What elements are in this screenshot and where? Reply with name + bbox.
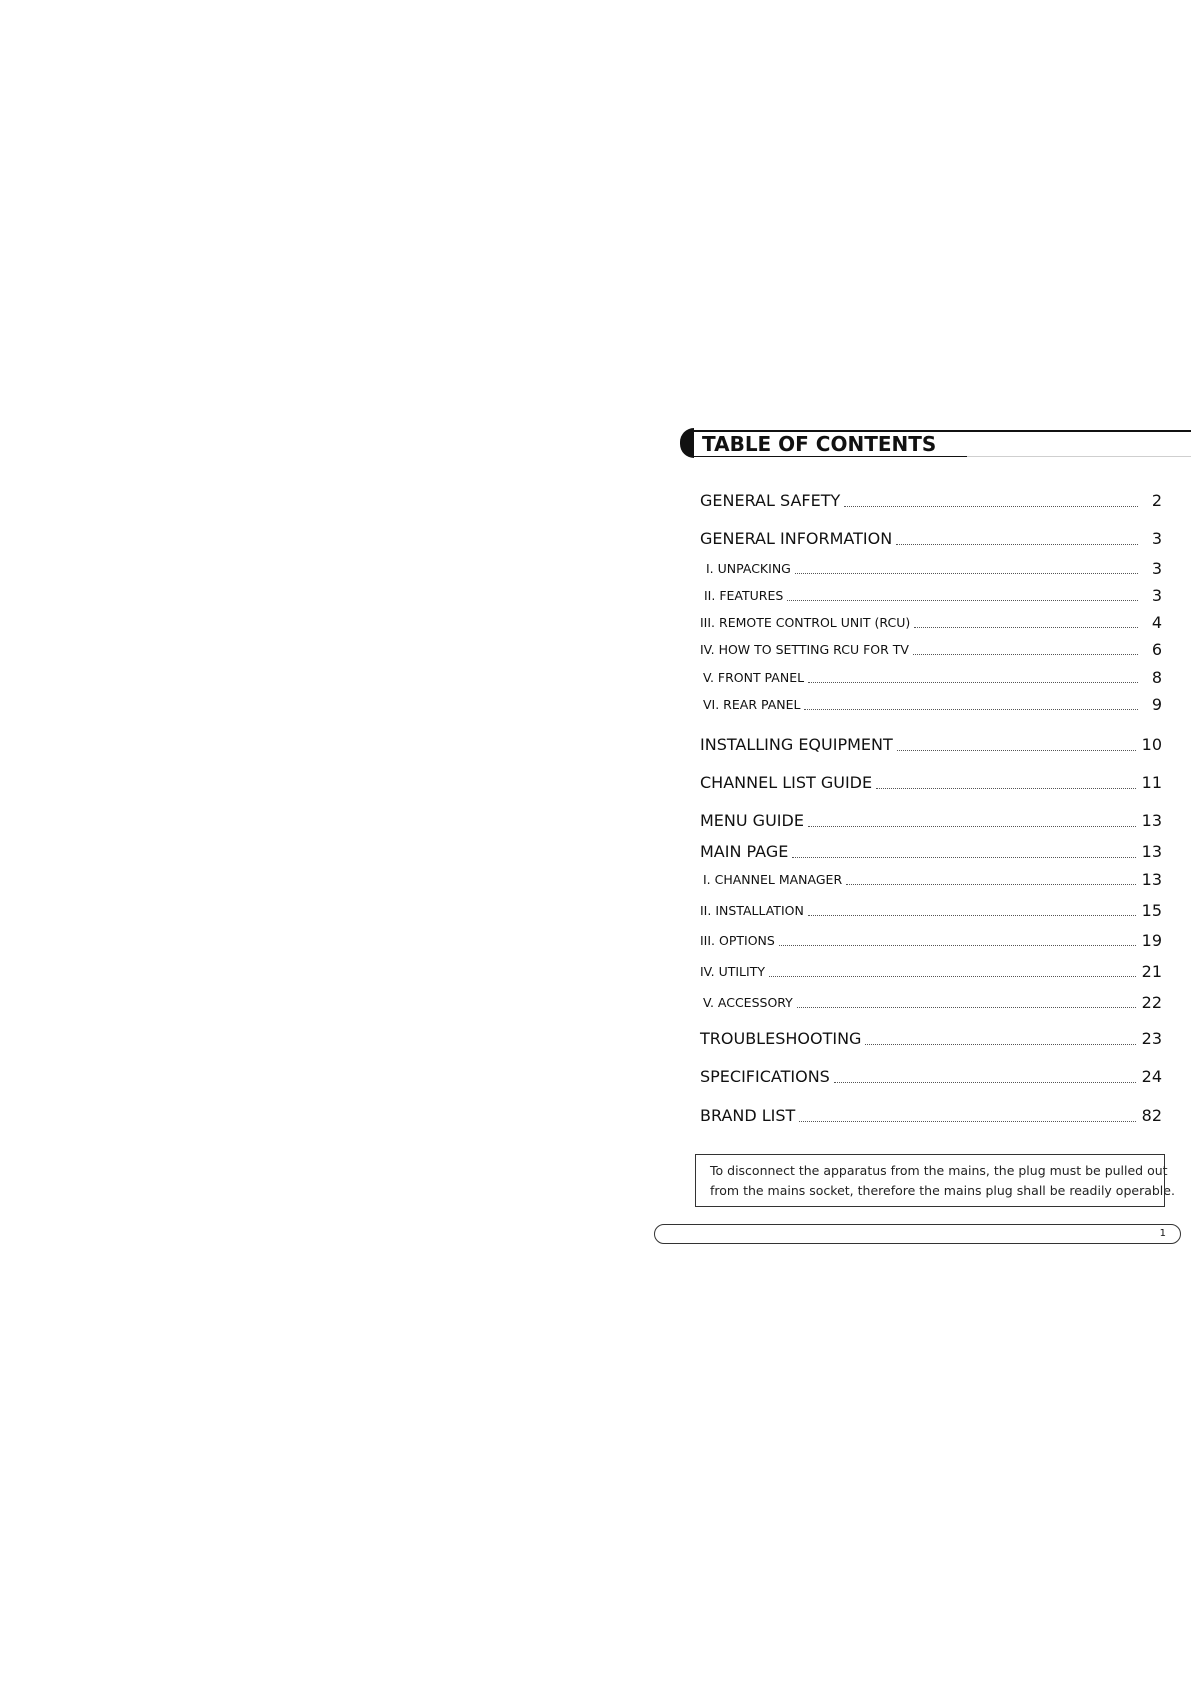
toc-subentry [703, 994, 1162, 1012]
toc-leader-dots [897, 749, 1136, 751]
toc-entry-page: 82 [1141, 1106, 1162, 1125]
toc-leader-dots [846, 883, 1136, 885]
toc-leader-dots [865, 1043, 1135, 1045]
page-title: TABLE OF CONTENTS [702, 432, 937, 456]
toc-leader-dots [792, 856, 1135, 858]
toc-leader-dots [913, 653, 1138, 655]
notice-line: To disconnect the apparatus from the mains, the plug must be pulled out [710, 1163, 1168, 1178]
toc-entry [700, 734, 1162, 756]
toc-entry-label: II. FEATURES [704, 588, 784, 603]
toc-leader-dots [795, 572, 1138, 574]
mains-disconnect-notice [695, 1154, 1175, 1207]
toc-leader-dots [834, 1081, 1136, 1083]
toc-entry-page: 13 [1141, 811, 1162, 830]
toc-entry-label: GENERAL SAFETY [700, 491, 841, 510]
toc-entry-label: TROUBLESHOOTING [700, 1029, 862, 1048]
toc-entry [700, 841, 1162, 863]
toc-entry-label: IV. UTILITY [700, 964, 765, 979]
toc-entry-label: CHANNEL LIST GUIDE [700, 773, 873, 792]
toc-entry [700, 1066, 1162, 1088]
toc-subentry [706, 560, 1162, 578]
toc-entry [700, 1105, 1162, 1127]
toc-entry-label: BRAND LIST [700, 1106, 796, 1125]
toc-entry-page: 3 [1151, 586, 1162, 605]
toc-subentry [703, 669, 1162, 687]
toc-entry-label: III. REMOTE CONTROL UNIT (RCU) [700, 615, 911, 630]
page-number: 1 [1159, 1228, 1166, 1239]
toc-leader-dots [787, 599, 1138, 601]
toc-entry-label: SPECIFICATIONS [700, 1067, 830, 1086]
toc-entry-label: VI. REAR PANEL [703, 697, 801, 712]
toc-entry-page: 22 [1141, 993, 1162, 1012]
toc-leader-dots [808, 914, 1136, 916]
toc-entry-label: I. CHANNEL MANAGER [703, 872, 843, 887]
toc-subentry [703, 696, 1162, 714]
toc-leader-dots [896, 543, 1138, 545]
toc-entry-label: I. UNPACKING [706, 561, 791, 576]
toc-entry-page: 13 [1141, 842, 1162, 861]
toc-entry-page: 6 [1151, 640, 1162, 659]
toc-entry-label: INSTALLING EQUIPMENT [700, 735, 893, 754]
toc-entry [700, 810, 1162, 832]
toc-entry-page: 8 [1151, 668, 1162, 687]
footer-bar [654, 1224, 1181, 1244]
toc-leader-dots [876, 787, 1136, 789]
toc-subentry [704, 587, 1162, 605]
toc-entry-page: 11 [1141, 773, 1162, 792]
toc-entry-label: MENU GUIDE [700, 811, 804, 830]
toc-entry-label: MAIN PAGE [700, 842, 789, 861]
toc-entry-page: 23 [1141, 1029, 1162, 1048]
toc-entry-page: 3 [1151, 529, 1162, 548]
toc-entry [700, 1028, 1162, 1050]
toc-entry [700, 490, 1162, 512]
toc-leader-dots [804, 708, 1138, 710]
toc-leader-dots [799, 1120, 1135, 1122]
toc-subentry [700, 614, 1162, 632]
toc-entry-label: III. OPTIONS [700, 933, 775, 948]
toc-leader-dots [808, 825, 1136, 827]
toc-entry-page: 9 [1151, 695, 1162, 714]
toc-subentry [700, 932, 1162, 950]
toc-subentry [700, 641, 1162, 659]
toc-entry-label: GENERAL INFORMATION [700, 529, 893, 548]
toc-leader-dots [844, 505, 1138, 507]
toc-entry-label: IV. HOW TO SETTING RCU FOR TV [700, 642, 909, 657]
toc-leader-dots [797, 1006, 1136, 1008]
toc-entry [700, 772, 1162, 794]
toc-entry-page: 3 [1151, 559, 1162, 578]
toc-leader-dots [914, 626, 1138, 628]
toc-entry-page: 21 [1141, 962, 1162, 981]
toc-entry-page: 13 [1141, 870, 1162, 889]
toc-entry-page: 24 [1141, 1067, 1162, 1086]
toc-entry-page: 2 [1151, 491, 1162, 510]
toc-entry-page: 10 [1141, 735, 1162, 754]
notice-line: from the mains socket, therefore the mains plug shall be readily operable. [710, 1183, 1175, 1198]
toc-leader-dots [769, 975, 1136, 977]
toc-entry-label: V. FRONT PANEL [703, 670, 805, 685]
toc-entry [700, 528, 1162, 550]
toc-leader-dots [779, 944, 1136, 946]
toc-entry-label: II. INSTALLATION [700, 903, 804, 918]
toc-subentry [703, 871, 1162, 889]
toc-subentry [700, 963, 1162, 981]
toc-entry-page: 15 [1141, 901, 1162, 920]
toc-subentry [700, 902, 1162, 920]
toc-leader-dots [808, 681, 1138, 683]
toc-entry-page: 4 [1151, 613, 1162, 632]
toc-entry-page: 19 [1141, 931, 1162, 950]
toc-entry-label: V. ACCESSORY [703, 995, 793, 1010]
